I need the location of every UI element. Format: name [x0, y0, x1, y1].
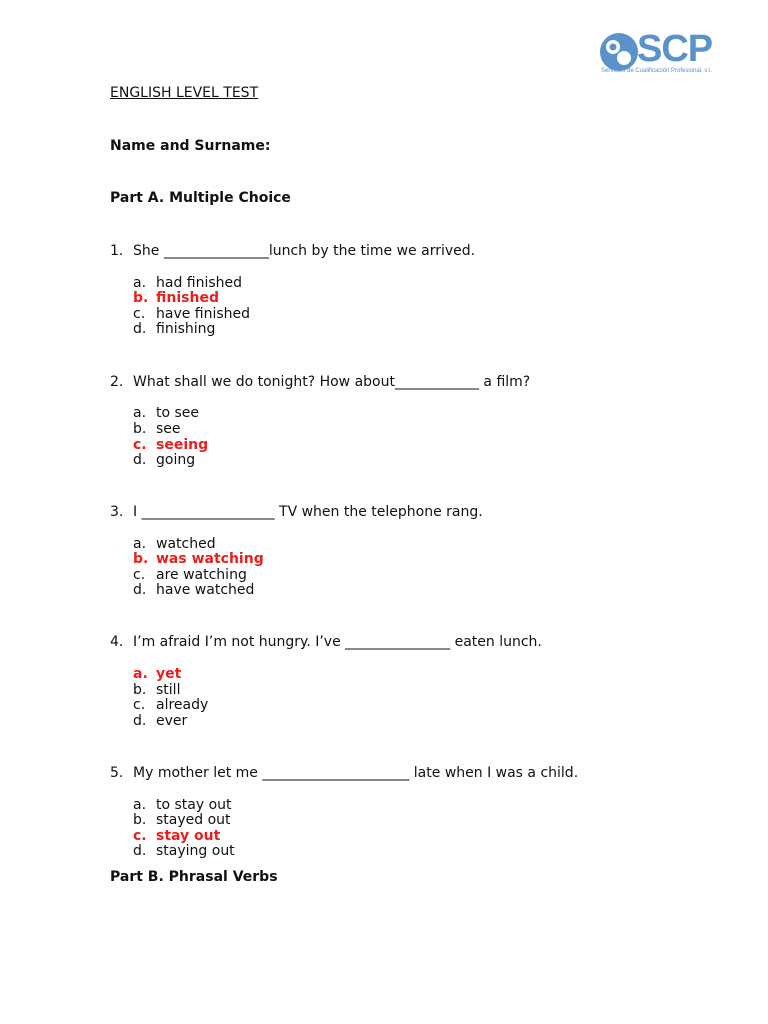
question-4-option-b: b. still — [133, 682, 181, 698]
question-5-option-c-correct: c. stay out — [133, 828, 221, 844]
question-2-option-b: b. see — [133, 421, 181, 437]
question-1-option-c: c. have finished — [133, 306, 251, 322]
question-text: What shall we do tonight? How about____________ a film? — [133, 374, 531, 390]
question-number: 5. — [110, 765, 124, 781]
question-1-option-b-correct: b. finished — [133, 290, 219, 306]
question-number: 1. — [110, 243, 124, 259]
question-1-option-a: a. had finished — [133, 275, 243, 291]
scp-logo-icon — [599, 32, 639, 72]
part-b-heading: Part B. Phrasal Verbs — [110, 869, 278, 885]
question-number: 2. — [110, 374, 124, 390]
question-5 — [110, 765, 578, 781]
question-4-option-a-correct: a. yet — [133, 666, 182, 682]
question-4-option-c: c. already — [133, 697, 209, 713]
question-1-option-d: d. finishing — [133, 321, 216, 337]
question-3-option-b-correct: b. was watching — [133, 551, 264, 567]
question-5-option-b: b. stayed out — [133, 812, 231, 828]
logo-brand-text: SCP — [637, 28, 713, 70]
test-title: ENGLISH LEVEL TEST — [110, 85, 259, 101]
logo-tagline: Servicios de Cualificación Profesional, s.l. — [601, 68, 713, 74]
question-2-option-a: a. to see — [133, 405, 200, 421]
question-number: 4. — [110, 634, 124, 650]
question-number: 3. — [110, 504, 124, 520]
question-5-option-d: d. staying out — [133, 843, 235, 859]
company-logo — [599, 30, 719, 78]
question-text: She _______________lunch by the time we arrived. — [133, 243, 476, 259]
question-text: I ___________________ TV when the telephone rang. — [133, 504, 483, 520]
question-1 — [110, 243, 475, 259]
question-2-option-c-correct: c. seeing — [133, 437, 209, 453]
question-2 — [110, 374, 530, 390]
question-3-option-d: d. have watched — [133, 582, 255, 598]
part-a-heading: Part A. Multiple Choice — [110, 190, 291, 206]
question-text: My mother let me _____________________ late when I was a child. — [133, 765, 579, 781]
name-surname-label: Name and Surname: — [110, 138, 271, 154]
question-4-option-d: d. ever — [133, 713, 188, 729]
question-3-option-c: c. are watching — [133, 567, 247, 583]
question-4 — [110, 634, 542, 650]
question-3-option-a: a. watched — [133, 536, 216, 552]
question-5-option-a: a. to stay out — [133, 797, 232, 813]
question-3 — [110, 504, 483, 520]
question-2-option-d: d. going — [133, 452, 196, 468]
question-text: I’m afraid I’m not hungry. I’ve _______________ eaten lunch. — [133, 634, 542, 650]
